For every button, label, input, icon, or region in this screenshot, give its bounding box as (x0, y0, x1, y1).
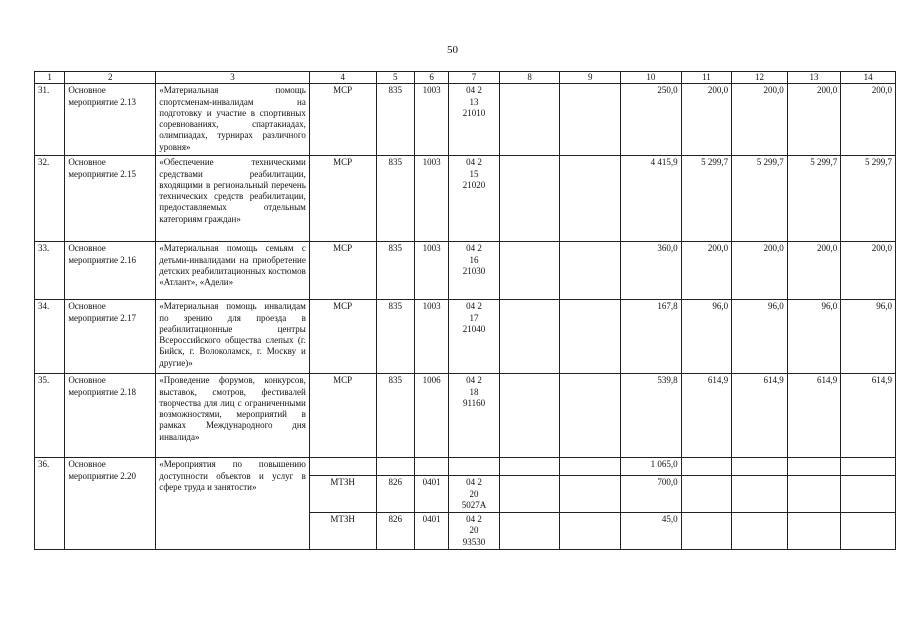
cell-c5: 835 (376, 242, 414, 300)
cell-c10: 167,8 (621, 300, 682, 374)
table-row (35, 156, 896, 242)
cell-c12: 200,0 (732, 242, 788, 300)
cell-c12: 200,0 (732, 84, 788, 156)
cell-c10: 539,8 (621, 374, 682, 458)
cell-c14: 200,0 (841, 242, 896, 300)
cell-c4: МСР (309, 156, 376, 242)
cell-c11 (681, 476, 732, 513)
event-name: Основное мероприятие 2.18 (65, 374, 156, 458)
header-cell: 7 (449, 72, 500, 84)
cell-c11: 96,0 (681, 300, 732, 374)
event-name: Основное мероприятие 2.20 (65, 458, 156, 550)
cell-c6: 1006 (414, 374, 448, 458)
cell-c11: 200,0 (681, 84, 732, 156)
cell-c6: 1003 (414, 156, 448, 242)
header-cell: 2 (65, 72, 156, 84)
cell-c8 (499, 374, 560, 458)
header-cell: 11 (681, 72, 732, 84)
cell-c5: 835 (376, 84, 414, 156)
row-number: 32. (35, 156, 65, 242)
header-cell: 6 (414, 72, 448, 84)
cell-c14: 614,9 (841, 374, 896, 458)
header-cell: 8 (499, 72, 560, 84)
cell-c4: МСР (309, 300, 376, 374)
cell-c5: 835 (376, 300, 414, 374)
cell-c6: 1003 (414, 242, 448, 300)
cell-c10: 4 415,9 (621, 156, 682, 242)
cell-c5: 835 (376, 374, 414, 458)
cell-c13: 200,0 (787, 84, 841, 156)
cell-c9 (560, 513, 621, 550)
cell-c9 (560, 458, 621, 476)
cell-c10: 360,0 (621, 242, 682, 300)
cell-c4: МСР (309, 242, 376, 300)
cell-c8 (499, 300, 560, 374)
cell-c4: МСР (309, 374, 376, 458)
cell-c10: 700,0 (621, 476, 682, 513)
cell-c7: 04 2 13 21010 (449, 84, 500, 156)
cell-c7: 04 2 15 21020 (449, 156, 500, 242)
cell-c13: 96,0 (787, 300, 841, 374)
cell-c13: 5 299,7 (787, 156, 841, 242)
cell-c9 (560, 374, 621, 458)
table-row (35, 84, 896, 156)
cell-c13 (787, 458, 841, 476)
cell-c8 (499, 476, 560, 513)
event-description: «Материальная помощь инвалидам по зрению для проезда в реабилитационные центры Всероссийского общества слепых (г. Бийск, г. Волоколамск, г. Москву и другие)» (156, 300, 310, 374)
cell-c4: МТЗН (309, 476, 376, 513)
row-number: 34. (35, 300, 65, 374)
page-number: 50 (447, 44, 458, 56)
cell-c11: 5 299,7 (681, 156, 732, 242)
cell-c9 (560, 476, 621, 513)
cell-c14 (841, 513, 896, 550)
cell-c7: 04 2 16 21030 (449, 242, 500, 300)
event-name: Основное мероприятие 2.16 (65, 242, 156, 300)
cell-c4: МТЗН (309, 513, 376, 550)
cell-c6: 0401 (414, 476, 448, 513)
cell-c7: 04 2 20 5027А (449, 476, 500, 513)
cell-c11: 614,9 (681, 374, 732, 458)
cell-c10: 45,0 (621, 513, 682, 550)
cell-c4 (309, 458, 376, 476)
header-row (35, 72, 896, 84)
cell-c5: 835 (376, 156, 414, 242)
row-number: 36. (35, 458, 65, 550)
cell-c8 (499, 458, 560, 476)
cell-c14: 200,0 (841, 84, 896, 156)
table-row (35, 374, 896, 458)
header-cell: 5 (376, 72, 414, 84)
event-name: Основное мероприятие 2.13 (65, 84, 156, 156)
row-number: 33. (35, 242, 65, 300)
header-cell: 14 (841, 72, 896, 84)
cell-c9 (560, 84, 621, 156)
cell-c11 (681, 513, 732, 550)
row-number: 35. (35, 374, 65, 458)
cell-c13 (787, 513, 841, 550)
cell-c13 (787, 476, 841, 513)
header-cell: 10 (621, 72, 682, 84)
cell-c12: 5 299,7 (732, 156, 788, 242)
header-cell: 9 (560, 72, 621, 84)
cell-c5: 826 (376, 476, 414, 513)
event-name: Основное мероприятие 2.17 (65, 300, 156, 374)
table-row (35, 458, 896, 476)
cell-c6: 1003 (414, 84, 448, 156)
event-description: «Материальная помощь спортсменам-инвалидам на подготовку и участие в спортивных соревнованиях, спартакиадах, олимпиадах, турнирах различного уровня» (156, 84, 310, 156)
cell-c14: 5 299,7 (841, 156, 896, 242)
cell-c13: 614,9 (787, 374, 841, 458)
cell-c5: 826 (376, 513, 414, 550)
table-row (35, 242, 896, 300)
event-description: «Обеспечение техническими средствами реабилитации, входящими в региональный перечень технических средств реабилитации, предоставляемых отдельным категориям граждан» (156, 156, 310, 242)
cell-c8 (499, 513, 560, 550)
cell-c7: 04 2 18 91160 (449, 374, 500, 458)
cell-c4: МСР (309, 84, 376, 156)
header-cell: 12 (732, 72, 788, 84)
cell-c9 (560, 242, 621, 300)
cell-c14: 96,0 (841, 300, 896, 374)
cell-c14 (841, 476, 896, 513)
cell-c12 (732, 476, 788, 513)
cell-c11 (681, 458, 732, 476)
cell-c12 (732, 458, 788, 476)
event-description: «Проведение форумов, конкурсов, выставок, смотров, фестивалей творчества для лиц с ограниченными возможностями, мероприятий в рамках Международного дня инвалида» (156, 374, 310, 458)
cell-c9 (560, 300, 621, 374)
cell-c12: 614,9 (732, 374, 788, 458)
cell-c14 (841, 458, 896, 476)
table-row (35, 300, 896, 374)
cell-c7 (449, 458, 500, 476)
cell-c6: 0401 (414, 513, 448, 550)
header-cell: 13 (787, 72, 841, 84)
cell-c8 (499, 242, 560, 300)
cell-c6: 1003 (414, 300, 448, 374)
cell-c13: 200,0 (787, 242, 841, 300)
cell-c8 (499, 84, 560, 156)
cell-c10: 250,0 (621, 84, 682, 156)
cell-c7: 04 2 20 93530 (449, 513, 500, 550)
header-cell: 4 (309, 72, 376, 84)
cell-c6 (414, 458, 448, 476)
cell-c8 (499, 156, 560, 242)
header-cell: 3 (156, 72, 310, 84)
header-cell: 1 (35, 72, 65, 84)
cell-c12 (732, 513, 788, 550)
cell-c7: 04 2 17 21040 (449, 300, 500, 374)
cell-c12: 96,0 (732, 300, 788, 374)
cell-c5 (376, 458, 414, 476)
cell-c10: 1 065,0 (621, 458, 682, 476)
cell-c11: 200,0 (681, 242, 732, 300)
row-number: 31. (35, 84, 65, 156)
event-name: Основное мероприятие 2.15 (65, 156, 156, 242)
program-table (34, 71, 896, 550)
event-description: «Материальная помощь семьям с детьми-инвалидами на приобретение детских реабилитационных костюмов «Атлант», «Адели» (156, 242, 310, 300)
cell-c9 (560, 156, 621, 242)
event-description: «Мероприятия по повышению доступности объектов и услуг в сфере труда и занятости» (156, 458, 310, 550)
